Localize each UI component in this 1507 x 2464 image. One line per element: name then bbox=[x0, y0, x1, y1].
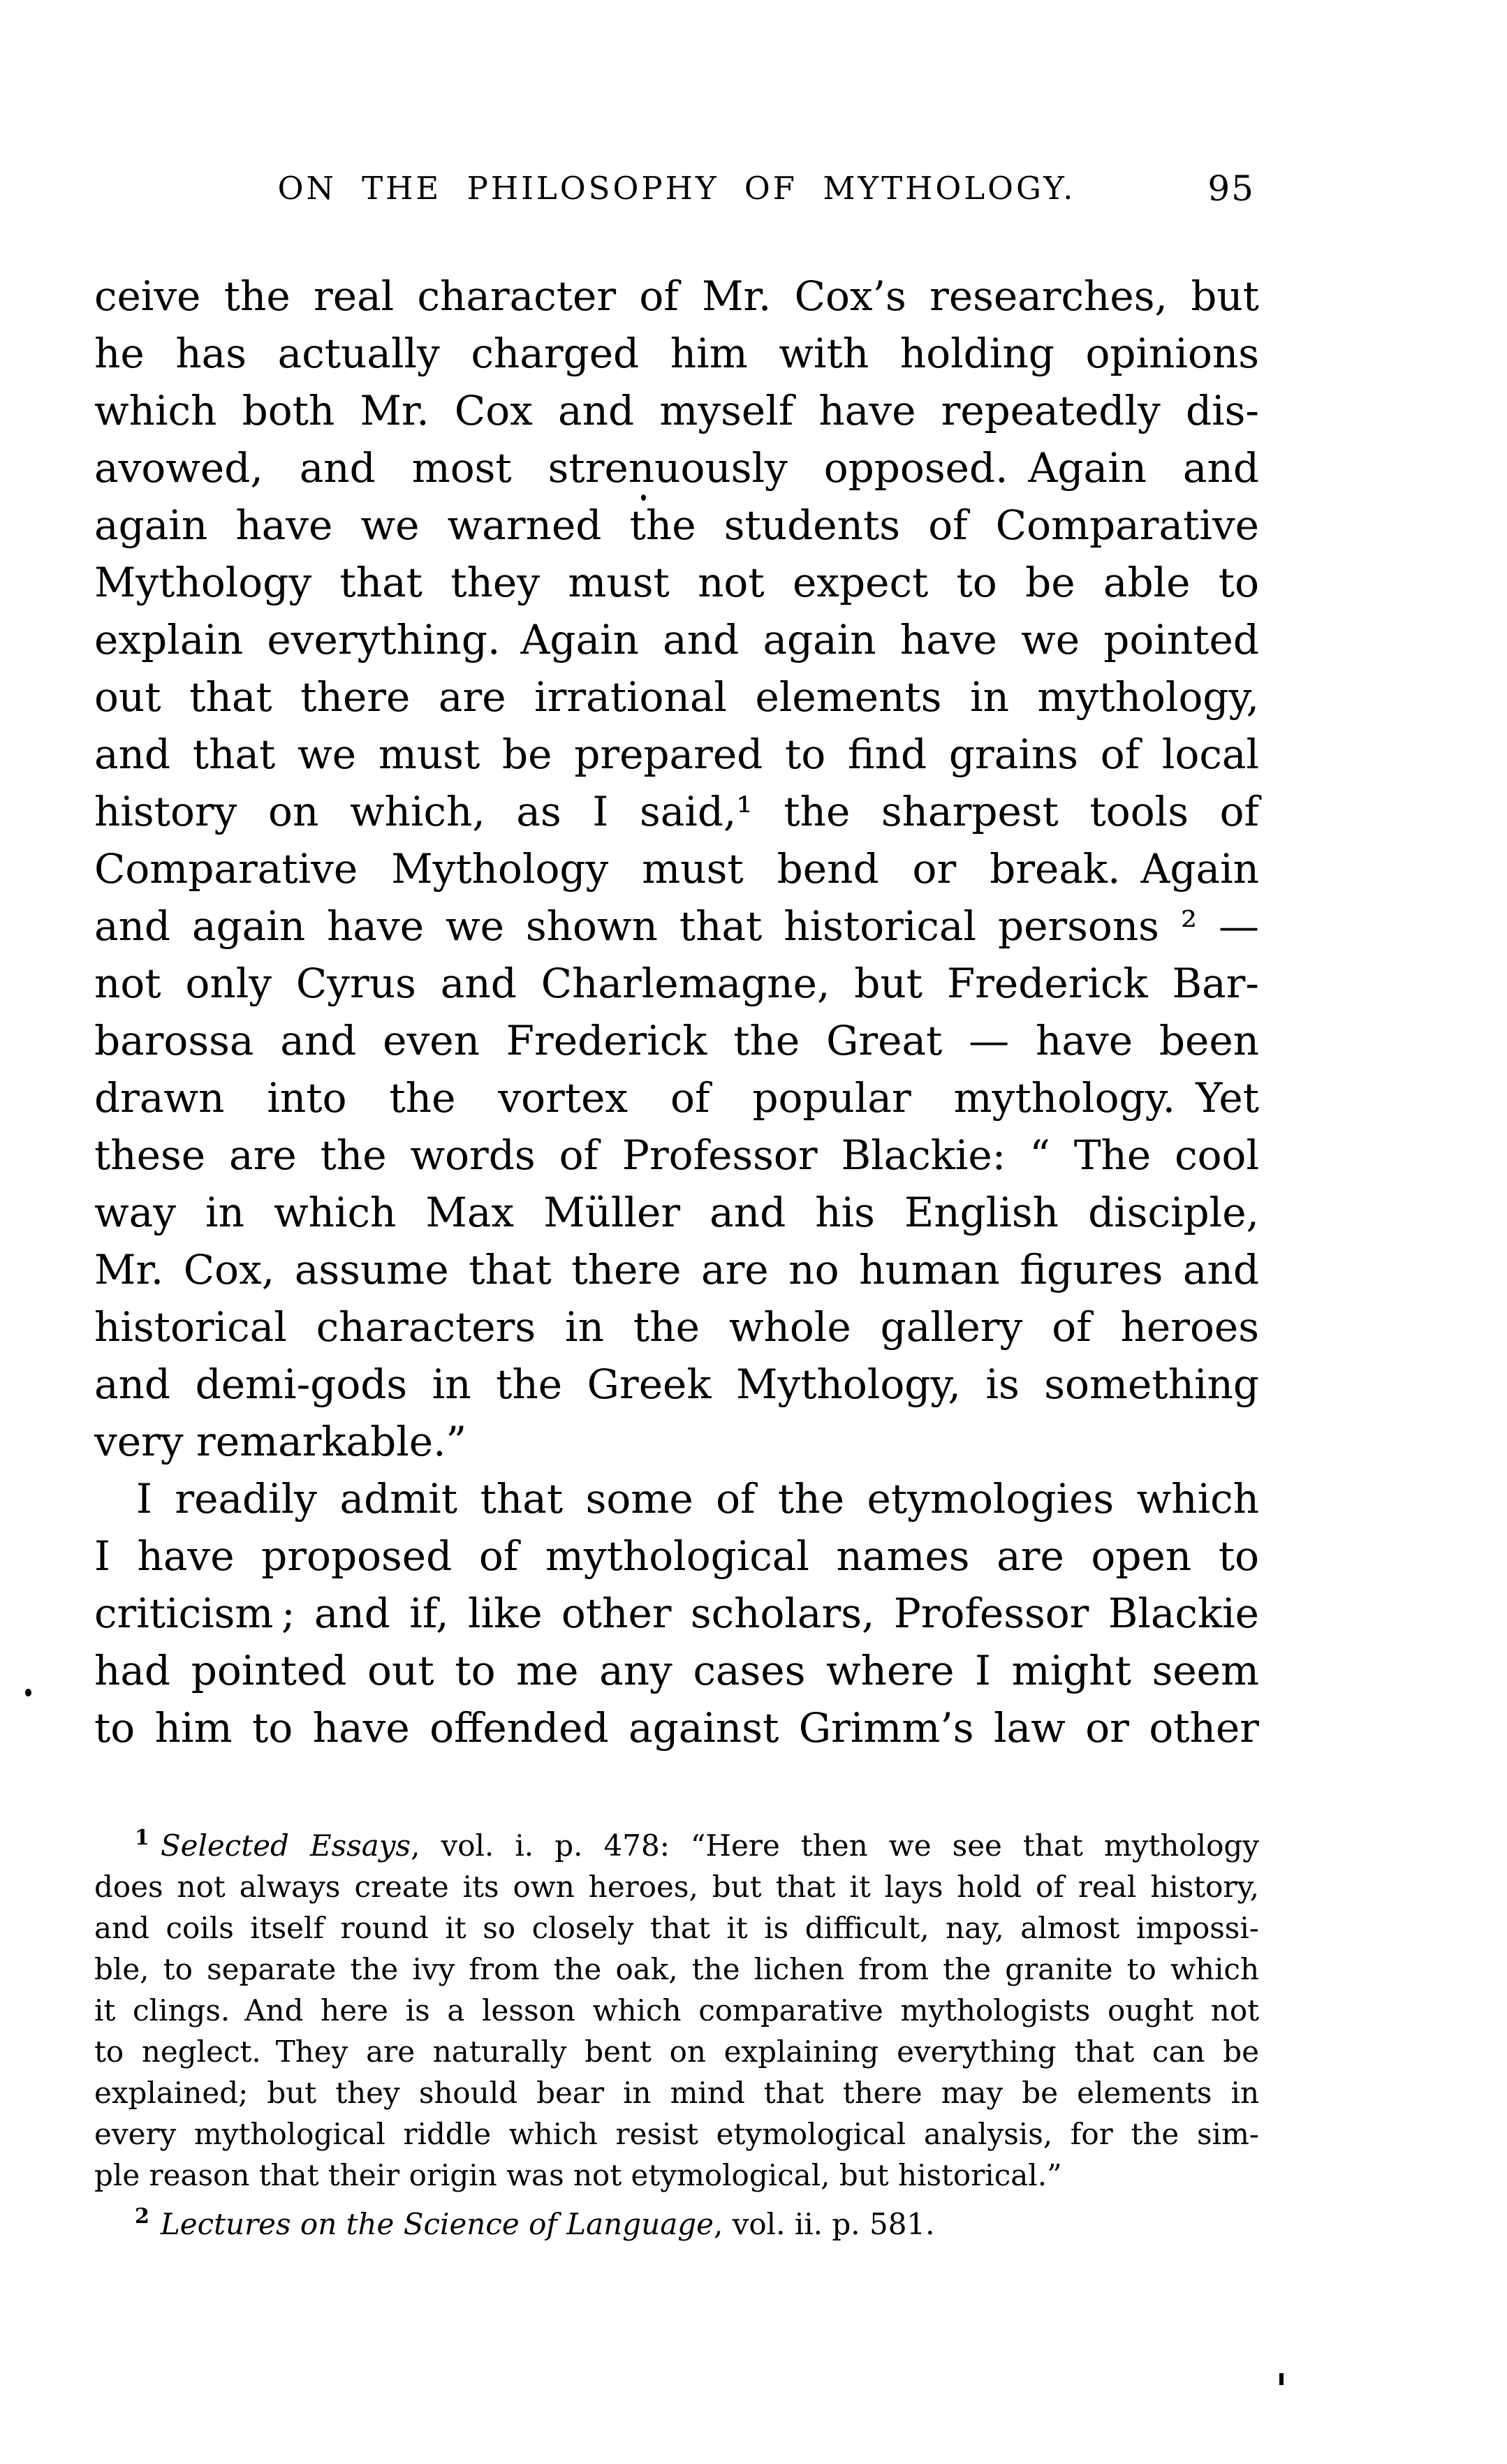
body-line: and again have we shown that historical persons ² — bbox=[94, 902, 1259, 950]
body-line: which both Mr. Cox and myself have repeatedly dis- bbox=[94, 387, 1259, 434]
body-line: to him to have offended against Grimm’s law or other bbox=[94, 1704, 1259, 1752]
footnote-1-text: , vol. i. p. 478: “Here then we see that mythology bbox=[411, 1828, 1259, 1863]
ink-speck bbox=[641, 494, 646, 501]
body-line: explain everything. Again and again have we pointed bbox=[94, 616, 1259, 663]
footnote-line: ple reason that their origin was not etymological, but historical.” bbox=[94, 2158, 1062, 2192]
page-title: ON THE PHILOSOPHY OF MYTHOLOGY. bbox=[277, 170, 1076, 207]
footnote-1-work-title: Selected Essays bbox=[160, 1828, 411, 1863]
page-number: 95 bbox=[1207, 168, 1255, 209]
body-line: criticism ; and if, like other scholars, Professor Blackie bbox=[94, 1590, 1259, 1637]
body-line: ceive the real character of Mr. Cox’s researches, but bbox=[94, 272, 1259, 320]
body-line: he has actually charged him with holding opinions bbox=[94, 330, 1259, 377]
body-line: Mr. Cox, assume that there are no human figures and bbox=[94, 1246, 1259, 1293]
ink-speck bbox=[25, 1689, 31, 1696]
body-line: avowed, and most strenuously opposed. Again and bbox=[94, 444, 1259, 492]
running-head bbox=[94, 170, 1259, 212]
body-line: historical characters in the whole gallery of heroes bbox=[94, 1303, 1259, 1351]
footnote-line: it clings. And here is a lesson which comparative mythologists ought not bbox=[94, 1993, 1259, 2027]
body-line: history on which, as I said,¹ the sharpest tools of bbox=[94, 788, 1259, 835]
footnote-1-marker: 1 bbox=[135, 1826, 149, 1850]
footnote-line: ble, to separate the ivy from the oak, the lichen from the granite to which bbox=[94, 1952, 1259, 1986]
body-line: barossa and even Frederick the Great — have been bbox=[94, 1017, 1259, 1064]
body-line: not only Cyrus and Charlemagne, but Frederick Bar- bbox=[94, 960, 1259, 1007]
body-line-paragraph-start: I readily admit that some of the etymologies which bbox=[136, 1475, 1259, 1523]
footnote-line: and coils itself round it so closely that it is difficult, nay, almost impossi- bbox=[94, 1911, 1259, 1945]
body-line: out that there are irrational elements in mythology, bbox=[94, 673, 1259, 721]
footnote-2-marker: 2 bbox=[135, 2204, 149, 2229]
footnote-2-text: , vol. ii. p. 581. bbox=[713, 2207, 935, 2241]
body-line: and demi-gods in the Greek Mythology, is something bbox=[94, 1361, 1259, 1408]
body-line: Mythology that they must not expect to be able to bbox=[94, 559, 1259, 606]
body-line: these are the words of Professor Blackie: “ The cool bbox=[94, 1131, 1259, 1179]
body-line: drawn into the vortex of popular mythology. Yet bbox=[94, 1074, 1259, 1122]
footnotes bbox=[94, 1817, 1259, 2245]
footnote-2-line bbox=[94, 2196, 1259, 2245]
body-line: again have we warned the students of Comparative bbox=[94, 501, 1259, 549]
body-line: had pointed out to me any cases where I might seem bbox=[94, 1647, 1259, 1694]
footnote-line: explained; but they should bear in mind that there may be elements in bbox=[94, 2076, 1259, 2110]
footnote-2-work-title: Lectures on the Science of Language bbox=[160, 2207, 714, 2241]
footnote-line: to neglect. They are naturally bent on explaining everything that can be bbox=[94, 2034, 1259, 2069]
body-line: Comparative Mythology must bend or break. Again bbox=[94, 845, 1259, 893]
body-line: way in which Max Müller and his English disciple, bbox=[94, 1189, 1259, 1236]
footnote-1-first-line bbox=[94, 1817, 1259, 1866]
body-line: and that we must be prepared to find grains of local bbox=[94, 731, 1259, 778]
body-line: very remarkable.” bbox=[94, 1418, 467, 1465]
body-text bbox=[94, 267, 1259, 1757]
body-line: I have proposed of mythological names are open to bbox=[94, 1532, 1259, 1580]
footnote-line: every mythological riddle which resist etymological analysis, for the sim- bbox=[94, 2117, 1259, 2151]
footnote-line: does not always create its own heroes, but that it lays hold of real history, bbox=[94, 1870, 1259, 1904]
ink-speck bbox=[1279, 2373, 1284, 2385]
